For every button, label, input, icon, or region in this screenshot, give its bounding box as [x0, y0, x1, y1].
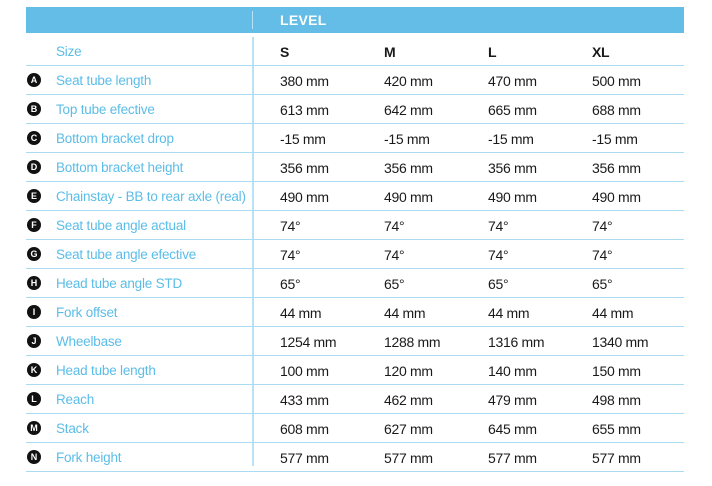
measurement-value: 577 mm — [280, 450, 329, 466]
measurement-value: 1288 mm — [384, 334, 441, 350]
measurement-value: 74° — [384, 218, 405, 234]
measurement-value: 65° — [592, 276, 613, 292]
size-header-row — [26, 37, 684, 66]
measurement-value: 1254 mm — [280, 334, 337, 350]
measurement-value: 490 mm — [592, 189, 641, 205]
model-title: LEVEL — [280, 12, 327, 28]
measurement-value: 44 mm — [488, 305, 530, 321]
letter-badge-icon: L — [27, 392, 41, 406]
measurement-value: 608 mm — [280, 421, 329, 437]
table-row — [26, 443, 684, 472]
measurement-value: 356 mm — [280, 160, 329, 176]
measurement-value: 356 mm — [592, 160, 641, 176]
measurement-value: -15 mm — [488, 131, 534, 147]
geometry-table — [26, 37, 684, 472]
measurement-value: 470 mm — [488, 73, 537, 89]
measurement-value: 44 mm — [384, 305, 426, 321]
measurement-value: 577 mm — [592, 450, 641, 466]
measurement-value: 645 mm — [488, 421, 537, 437]
letter-badge-icon: I — [27, 305, 41, 319]
measurement-value: 490 mm — [384, 189, 433, 205]
letter-badge-icon: M — [27, 421, 41, 435]
measurement-value: 577 mm — [384, 450, 433, 466]
measurement-value: 655 mm — [592, 421, 641, 437]
size-s: S — [280, 44, 290, 60]
letter-badge-icon: F — [27, 218, 41, 232]
table-row — [26, 298, 684, 327]
measurement-label: Head tube length — [56, 363, 156, 378]
letter-badge-icon: A — [27, 73, 41, 87]
measurement-value: 577 mm — [488, 450, 537, 466]
measurement-value: 74° — [592, 247, 613, 263]
table-row — [26, 385, 684, 414]
size-label: Size — [56, 44, 82, 59]
measurement-label: Bottom bracket drop — [56, 131, 174, 146]
measurement-label: Bottom bracket height — [56, 160, 184, 175]
letter-badge-icon: H — [27, 276, 41, 290]
measurement-value: 44 mm — [280, 305, 322, 321]
measurement-label: Seat tube angle efective — [56, 247, 197, 262]
table-row — [26, 95, 684, 124]
letter-badge-icon: B — [27, 102, 41, 116]
letter-badge-icon: G — [27, 247, 41, 261]
measurement-value: 490 mm — [280, 189, 329, 205]
measurement-value: 74° — [592, 218, 613, 234]
measurement-value: 65° — [280, 276, 301, 292]
letter-badge-icon: J — [27, 334, 41, 348]
size-xl: XL — [592, 44, 610, 60]
table-header-bar — [26, 7, 684, 33]
measurement-value: 356 mm — [384, 160, 433, 176]
header-divider — [252, 11, 253, 29]
letter-badge-icon: K — [27, 363, 41, 377]
size-m: M — [384, 44, 396, 60]
measurement-label: Wheelbase — [56, 334, 122, 349]
letter-badge-icon: E — [27, 189, 41, 203]
measurement-value: 500 mm — [592, 73, 641, 89]
table-row — [26, 153, 684, 182]
measurement-value: 74° — [280, 247, 301, 263]
measurement-value: 120 mm — [384, 363, 433, 379]
measurement-value: 356 mm — [488, 160, 537, 176]
measurement-value: 420 mm — [384, 73, 433, 89]
measurement-label: Fork offset — [56, 305, 118, 320]
measurement-value: 479 mm — [488, 392, 537, 408]
measurement-label: Seat tube angle actual — [56, 218, 186, 233]
measurement-value: 613 mm — [280, 102, 329, 118]
measurement-value: 74° — [488, 218, 509, 234]
measurement-value: 74° — [280, 218, 301, 234]
measurement-value: 433 mm — [280, 392, 329, 408]
measurement-label: Chainstay - BB to rear axle (real) — [56, 189, 246, 204]
measurement-value: 140 mm — [488, 363, 537, 379]
measurement-value: 665 mm — [488, 102, 537, 118]
measurement-label: Fork height — [56, 450, 122, 465]
size-l: L — [488, 44, 497, 60]
measurement-label: Stack — [56, 421, 89, 436]
measurement-value: 100 mm — [280, 363, 329, 379]
measurement-value: 490 mm — [488, 189, 537, 205]
measurement-label: Top tube efective — [56, 102, 155, 117]
measurement-value: 642 mm — [384, 102, 433, 118]
measurement-value: 462 mm — [384, 392, 433, 408]
table-row — [26, 182, 684, 211]
measurement-value: 627 mm — [384, 421, 433, 437]
letter-badge-icon: C — [27, 131, 41, 145]
measurement-value: 74° — [488, 247, 509, 263]
table-row — [26, 356, 684, 385]
measurement-value: 688 mm — [592, 102, 641, 118]
measurement-label: Head tube angle STD — [56, 276, 183, 291]
measurement-label: Reach — [56, 392, 95, 407]
table-row — [26, 66, 684, 95]
measurement-value: 65° — [488, 276, 509, 292]
measurement-value: -15 mm — [592, 131, 638, 147]
measurement-value: 150 mm — [592, 363, 641, 379]
table-row — [26, 327, 684, 356]
letter-badge-icon: D — [27, 160, 41, 174]
table-row — [26, 414, 684, 443]
measurement-value: -15 mm — [384, 131, 430, 147]
measurement-label: Seat tube length — [56, 73, 152, 88]
measurement-value: -15 mm — [280, 131, 326, 147]
letter-badge-icon: N — [27, 450, 41, 464]
measurement-value: 380 mm — [280, 73, 329, 89]
table-row — [26, 269, 684, 298]
table-row — [26, 240, 684, 269]
table-row — [26, 124, 684, 153]
measurement-value: 74° — [384, 247, 405, 263]
measurement-value: 1340 mm — [592, 334, 649, 350]
measurement-value: 65° — [384, 276, 405, 292]
measurement-value: 498 mm — [592, 392, 641, 408]
measurement-value: 44 mm — [592, 305, 634, 321]
measurement-value: 1316 mm — [488, 334, 545, 350]
table-row — [26, 211, 684, 240]
